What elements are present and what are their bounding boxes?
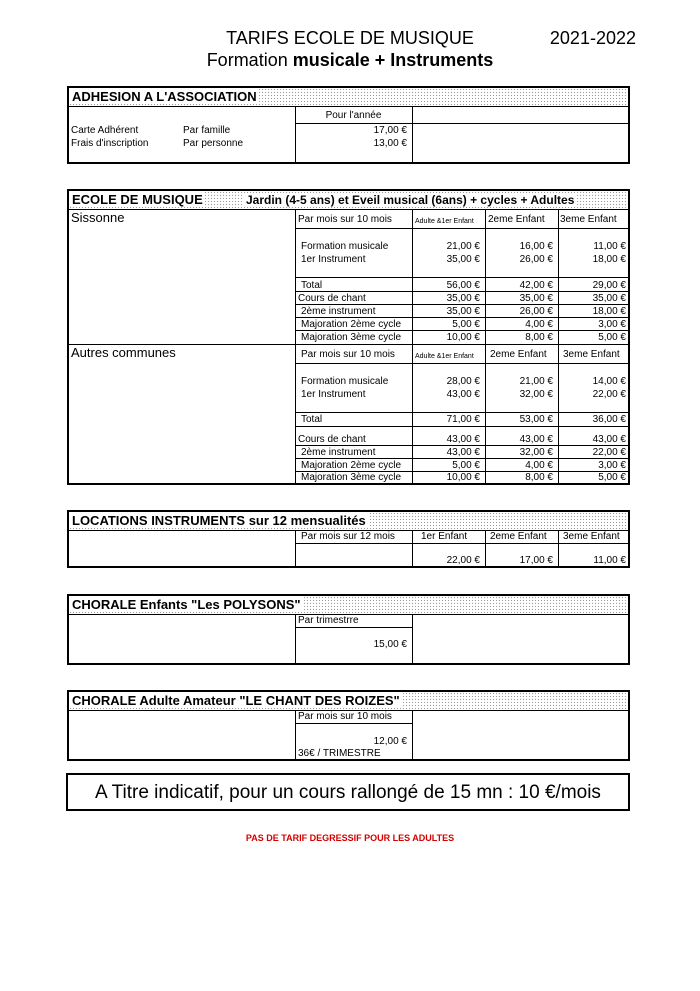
table-cell: 5,00 € (452, 460, 480, 471)
table-cell: 18,00 € (592, 254, 626, 265)
page-subtitle (0, 50, 700, 71)
page-title: TARIFS ECOLE DE MUSIQUE (226, 28, 474, 48)
table-cell: 53,00 € (519, 414, 553, 425)
sissonne-period-header: Par mois sur 10 mois (298, 214, 392, 225)
table-cell: 11,00 € (593, 241, 626, 252)
ecole-title: ECOLE DE MUSIQUE (72, 192, 203, 207)
table-cell: 28,00 € (446, 376, 480, 387)
subtitle-bold: musicale + Instruments (292, 50, 494, 70)
sissonne-second-header: 2eme Enfant (488, 214, 545, 225)
table-cell: 3,00 € (598, 319, 626, 330)
table-cell: 14,00 € (592, 376, 626, 387)
table-row-label: Cours de chant (298, 434, 366, 445)
autres-label: Autres communes (71, 345, 176, 360)
table-cell: 32,00 € (519, 389, 553, 400)
adhesion-section (67, 86, 630, 164)
adhesion-row-label: Frais d'inscription (71, 138, 149, 149)
table-cell: 5,00 € (598, 472, 626, 483)
table-cell: 5,00 € (598, 332, 626, 343)
table-cell: 43,00 € (446, 434, 480, 445)
table-cell: 10,00 € (446, 332, 480, 343)
table-cell: 10,00 € (446, 472, 480, 483)
chorale-enfants-title: CHORALE Enfants "Les POLYSONS" (72, 597, 301, 612)
footer-warning: PAS DE TARIF DEGRESSIF POUR LES ADULTES (245, 833, 455, 843)
table-row-label: Cours de chant (298, 293, 366, 304)
chorale-enfants-price: 15,00 € (373, 639, 407, 650)
table-cell: 35,00 € (446, 254, 480, 265)
table-cell: 42,00 € (519, 280, 553, 291)
chorale-adulte-period: Par mois sur 10 mois (298, 711, 392, 722)
table-cell: 43,00 € (446, 447, 480, 458)
table-cell: 43,00 € (446, 389, 480, 400)
table-cell: 32,00 € (519, 447, 553, 458)
adhesion-row-desc: Par famille (183, 125, 231, 136)
chorale-adulte-trimestre: 36€ / TRIMESTRE (298, 748, 381, 759)
ecole-section (67, 189, 630, 485)
table-cell: 4,00 € (525, 319, 553, 330)
table-cell: 8,00 € (525, 472, 553, 483)
table-cell: 5,00 € (452, 319, 480, 330)
table-row-label: Total (301, 414, 323, 425)
adhesion-row-price: 13,00 € (373, 138, 407, 149)
adhesion-row-label: Carte Adhérent (71, 125, 139, 136)
locations-third-header: 3eme Enfant (563, 531, 620, 542)
table-cell: 22,00 € (446, 555, 480, 566)
table-cell: 21,00 € (519, 376, 553, 387)
table-cell: 35,00 € (446, 306, 480, 317)
table-row-label: 2ème instrument (301, 306, 376, 317)
adhesion-col-header: Pour l'année (325, 110, 382, 121)
adhesion-title: ADHESION A L'ASSOCIATION (72, 89, 257, 104)
table-row-label: Majoration 3ème cycle (301, 472, 402, 483)
table-cell: 16,00 € (519, 241, 553, 252)
table-cell: 35,00 € (592, 293, 626, 304)
table-cell: 36,00 € (592, 414, 626, 425)
chorale-adulte-title: CHORALE Adulte Amateur "LE CHANT DES ROIZES" (72, 693, 400, 708)
table-row-label: Total (301, 280, 323, 291)
autres-adult-header: Adulte &1er Enfant (415, 353, 474, 360)
adhesion-row-price: 17,00 € (373, 125, 407, 136)
table-row-label: 2ème instrument (301, 447, 376, 458)
table-cell: 3,00 € (598, 460, 626, 471)
chorale-adulte-price: 12,00 € (373, 736, 407, 747)
sissonne-adult-header: Adulte &1er Enfant (415, 218, 474, 225)
table-row-label: 1er Instrument (301, 389, 366, 400)
table-cell: 43,00 € (592, 434, 626, 445)
table-cell: 35,00 € (446, 293, 480, 304)
table-cell: 18,00 € (592, 306, 626, 317)
locations-title: LOCATIONS INSTRUMENTS sur 12 mensualités (72, 513, 366, 528)
adhesion-header (69, 88, 628, 107)
chorale-enfants-section (67, 594, 630, 665)
locations-first-header: 1er Enfant (421, 531, 468, 542)
chorale-enfants-period: Par trimestrre (298, 615, 359, 626)
table-row-label: Formation musicale (301, 376, 389, 387)
sissonne-third-header: 3eme Enfant (560, 214, 617, 225)
table-row-label: Majoration 3ème cycle (301, 332, 402, 343)
chorale-enfants-header (69, 596, 628, 615)
table-cell: 56,00 € (446, 280, 480, 291)
table-cell: 26,00 € (519, 306, 553, 317)
table-row-label: Majoration 2ème cycle (301, 319, 402, 330)
chorale-adulte-header (69, 692, 628, 711)
table-cell: 21,00 € (446, 241, 480, 252)
ecole-header (69, 191, 628, 210)
autres-second-header: 2eme Enfant (490, 349, 547, 360)
adhesion-row-desc: Par personne (183, 138, 244, 149)
table-cell: 35,00 € (519, 293, 553, 304)
table-cell: 22,00 € (592, 389, 626, 400)
table-cell: 22,00 € (592, 447, 626, 458)
subtitle-normal: Formation (206, 50, 288, 70)
locations-period-header: Par mois sur 12 mois (301, 531, 395, 542)
autres-period-header: Par mois sur 10 mois (301, 349, 395, 360)
table-cell: 43,00 € (519, 434, 553, 445)
table-row-label: 1er Instrument (301, 254, 366, 265)
locations-header (69, 512, 628, 531)
table-row-label: Formation musicale (301, 241, 389, 252)
ecole-subtitle: Jardin (4-5 ans) et Eveil musical (6ans) + cycles + Adultes (246, 193, 575, 207)
table-row-label: Majoration 2ème cycle (301, 460, 402, 471)
chorale-adulte-section (67, 690, 630, 761)
indicative-note: A Titre indicatif, pour un cours rallongé de 15 mn : 10 €/mois (66, 773, 630, 811)
table-cell: 26,00 € (519, 254, 553, 265)
table-cell: 8,00 € (525, 332, 553, 343)
table-cell: 4,00 € (525, 460, 553, 471)
table-cell: 17,00 € (519, 555, 553, 566)
locations-second-header: 2eme Enfant (490, 531, 547, 542)
table-cell: 29,00 € (592, 280, 626, 291)
table-cell: 11,00 € (593, 555, 626, 566)
school-year: 2021-2022 (549, 28, 636, 48)
table-cell: 71,00 € (446, 414, 480, 425)
autres-third-header: 3eme Enfant (563, 349, 620, 360)
locations-section (67, 510, 630, 568)
sissonne-label: Sissonne (71, 210, 125, 225)
